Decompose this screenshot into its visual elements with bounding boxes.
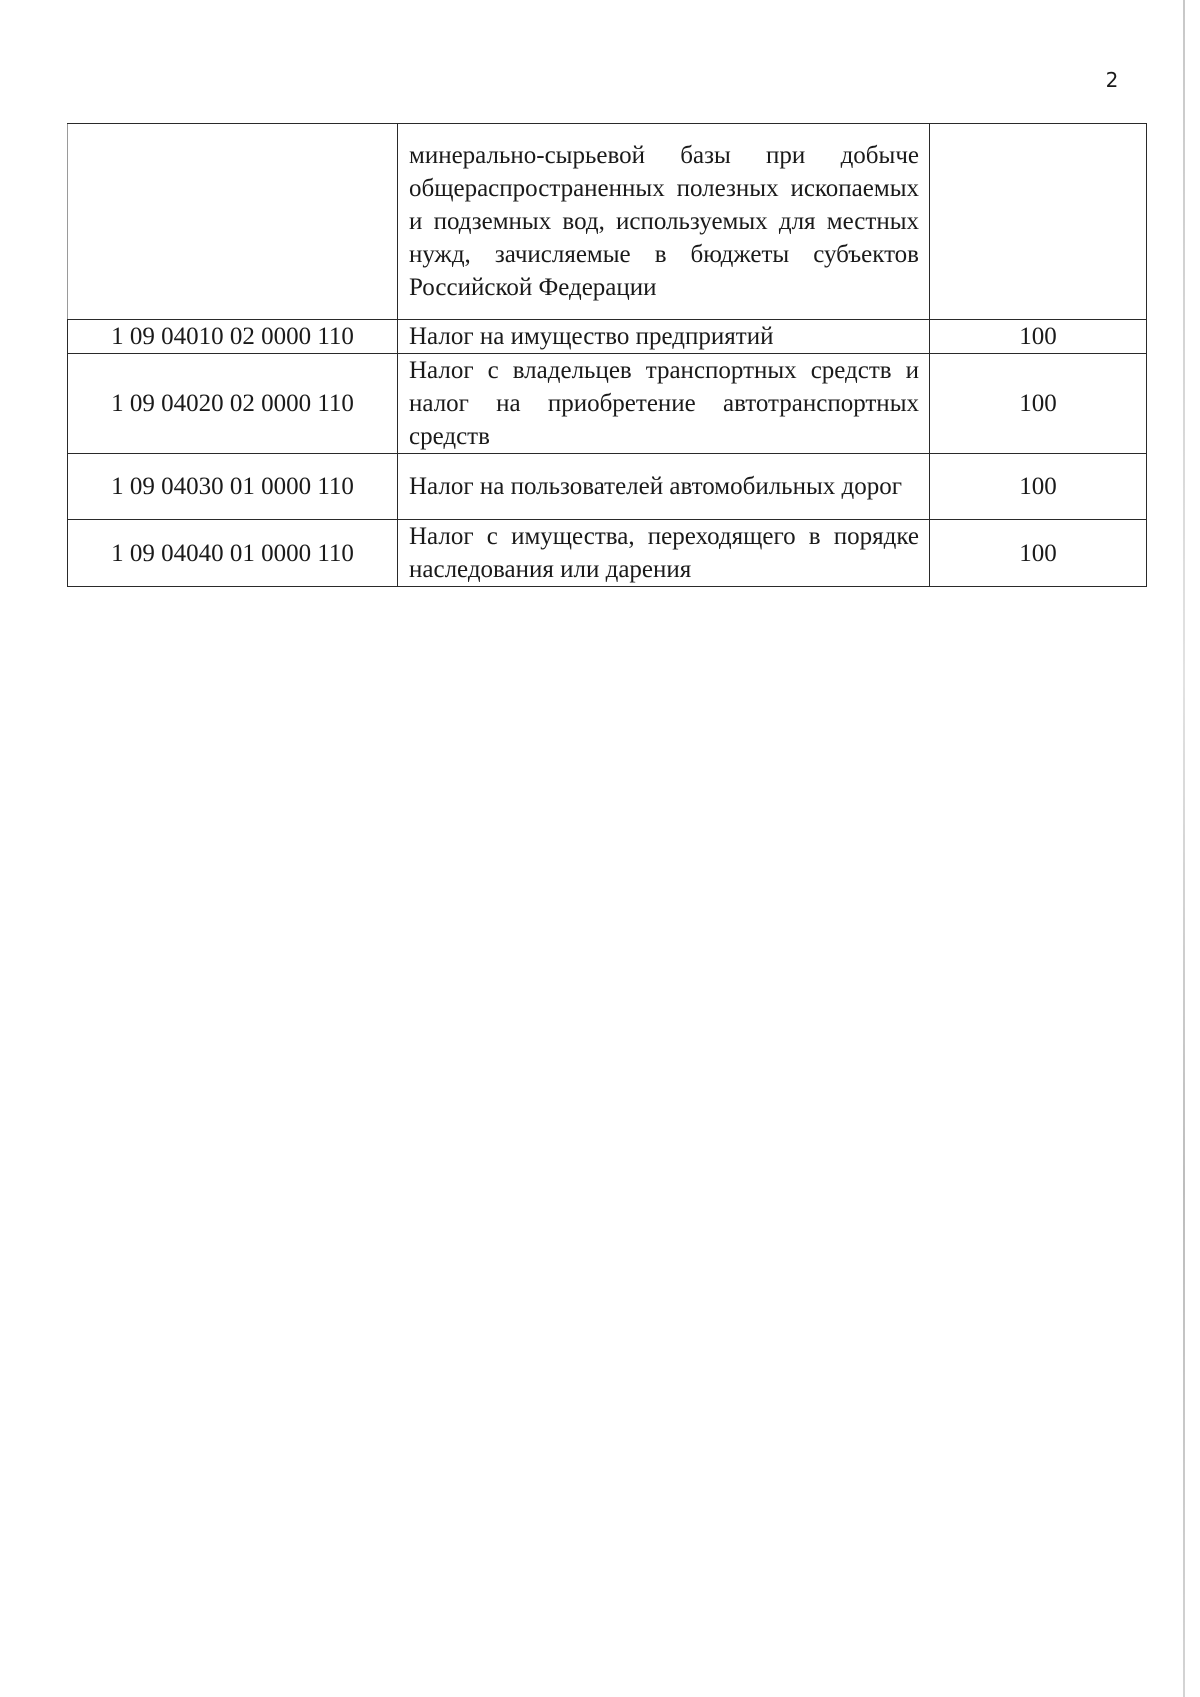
budget-code-cell: 1 09 04030 01 0000 110 [68, 454, 398, 520]
revenue-name-cell: Налог с имущества, переходящего в порядке наследования или дарения [398, 520, 930, 587]
percent-cell: 100 [930, 320, 1147, 354]
table-row [68, 124, 1147, 320]
revenue-name-cell: Налог с владельцев транспортных средств и налог на приобретение автотранспортных средств [398, 354, 930, 454]
percent-cell: 100 [930, 454, 1147, 520]
revenue-name-cell: Налог на имущество предприятий [398, 320, 930, 354]
page-number: 2 [1105, 68, 1119, 92]
budget-code-cell: 1 09 04020 02 0000 110 [68, 354, 398, 454]
budget-code-cell: 1 09 04040 01 0000 110 [68, 520, 398, 587]
percent-cell: 100 [930, 520, 1147, 587]
revenue-table [67, 123, 1147, 587]
percent-cell: 100 [930, 354, 1147, 454]
budget-code-cell [68, 124, 398, 320]
budget-code-cell: 1 09 04010 02 0000 110 [68, 320, 398, 354]
table-row [68, 354, 1147, 454]
table-row [68, 454, 1147, 520]
revenue-name-cell: минерально-сырьевой базы при добыче общераспространенных полезных ископаемых и подземных вод, используемых для местных нужд, зачисляемые в бюджеты субъектов Российской Федерации [398, 124, 930, 320]
scan-edge-line [1183, 0, 1185, 1697]
table-row [68, 520, 1147, 587]
percent-cell [930, 124, 1147, 320]
revenue-name-cell: Налог на пользователей автомобильных дорог [398, 454, 930, 520]
table-row [68, 320, 1147, 354]
